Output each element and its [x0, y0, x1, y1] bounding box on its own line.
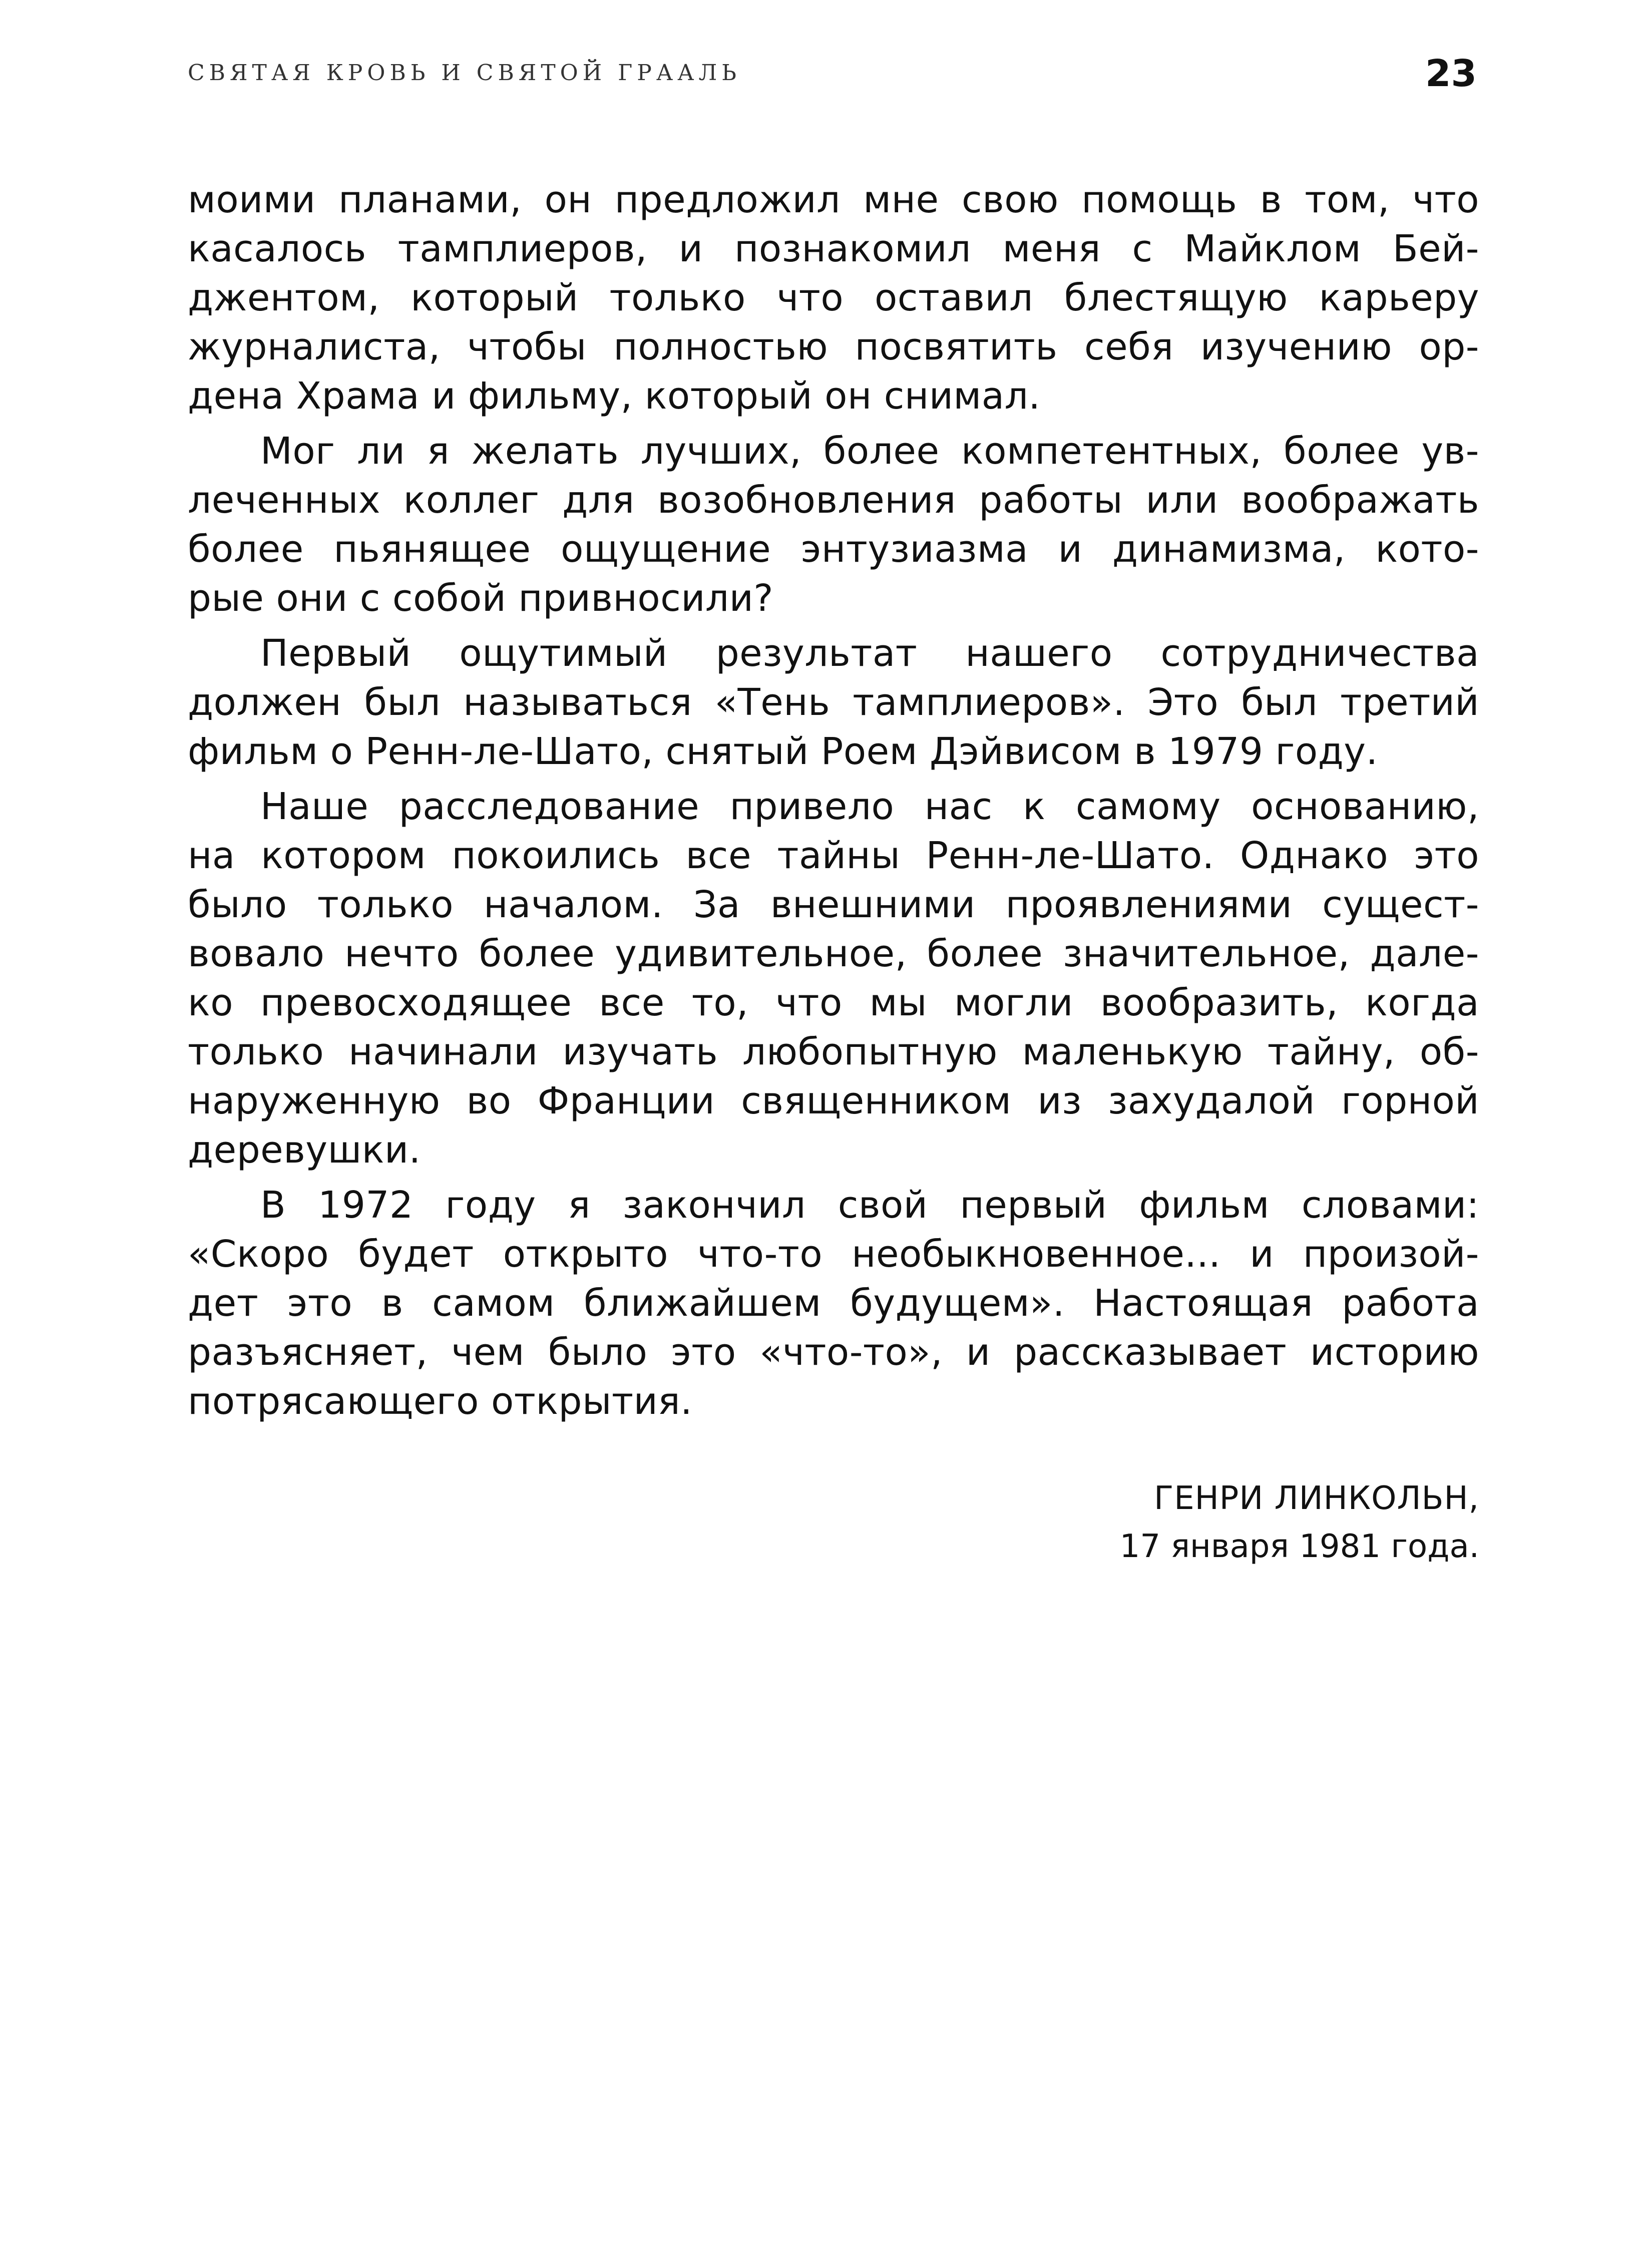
text-line: должен был называться «Тень тамплиеров». Это был третий [188, 681, 1479, 724]
text-line: разъясняет, чем было это «что-то», и рассказывает историю [188, 1331, 1479, 1374]
text-line: потрясающего открытия. [188, 1380, 693, 1423]
text-line: вовало нечто более удивительное, более значительное, дале- [188, 932, 1479, 975]
text-line: фильм о Ренн-ле-Шато, снятый Роем Дэйвисом в 1979 году. [188, 730, 1378, 773]
body-text [188, 175, 1479, 1426]
text-line: «Скоро будет открыто что-то необыкновенное... и произой- [188, 1233, 1479, 1276]
text-line: джентом, который только что оставил блестящую карьеру [188, 276, 1479, 319]
text-line: более пьянящее ощущение энтузиазма и динамизма, кото- [188, 528, 1479, 571]
text-line: на котором покоились все тайны Ренн-ле-Шато. Однако это [188, 834, 1479, 877]
text-line: ко превосходящее все то, что мы могли вообразить, когда [188, 981, 1479, 1024]
text-line: касалось тамплиеров, и познакомил меня с Майклом Бей- [188, 227, 1479, 270]
text-line: было только началом. За внешними проявлениями сущест- [188, 883, 1479, 926]
signature-date: 17 января 1981 года. [1119, 1528, 1479, 1565]
text-line: В 1972 году я закончил свой первый фильм словами: [260, 1184, 1479, 1227]
text-line: журналиста, чтобы полностью посвятить себя изучению ор- [188, 325, 1479, 368]
text-line: Мог ли я желать лучших, более компетентных, более ув- [260, 430, 1479, 473]
signature-block [751, 1474, 1479, 1571]
running-header: СВЯТАЯ КРОВЬ И СВЯТОЙ ГРААЛЬ [188, 60, 741, 86]
text-line: леченных коллег для возобновления работы или воображать [188, 479, 1479, 522]
text-line: дена Храма и фильму, который он снимал. [188, 374, 1041, 418]
text-line: деревушки. [188, 1128, 421, 1172]
text-line: Первый ощутимый результат нашего сотрудничества [260, 632, 1479, 675]
author-name: ГЕНРИ ЛИНКОЛЬН, [1154, 1480, 1479, 1517]
page-number: 23 [1425, 52, 1477, 95]
text-line: наруженную во Франции священником из захудалой горной [188, 1079, 1479, 1122]
text-line: дет это в самом ближайшем будущем». Настоящая работа [188, 1282, 1479, 1325]
text-line: моими планами, он предложил мне свою помощь в том, что [188, 178, 1479, 221]
text-line: только начинали изучать любопытную маленькую тайну, об- [188, 1030, 1479, 1073]
text-line: рые они с собой привносили? [188, 577, 774, 620]
text-line: Наше расследование привело нас к самому основанию, [260, 785, 1479, 828]
